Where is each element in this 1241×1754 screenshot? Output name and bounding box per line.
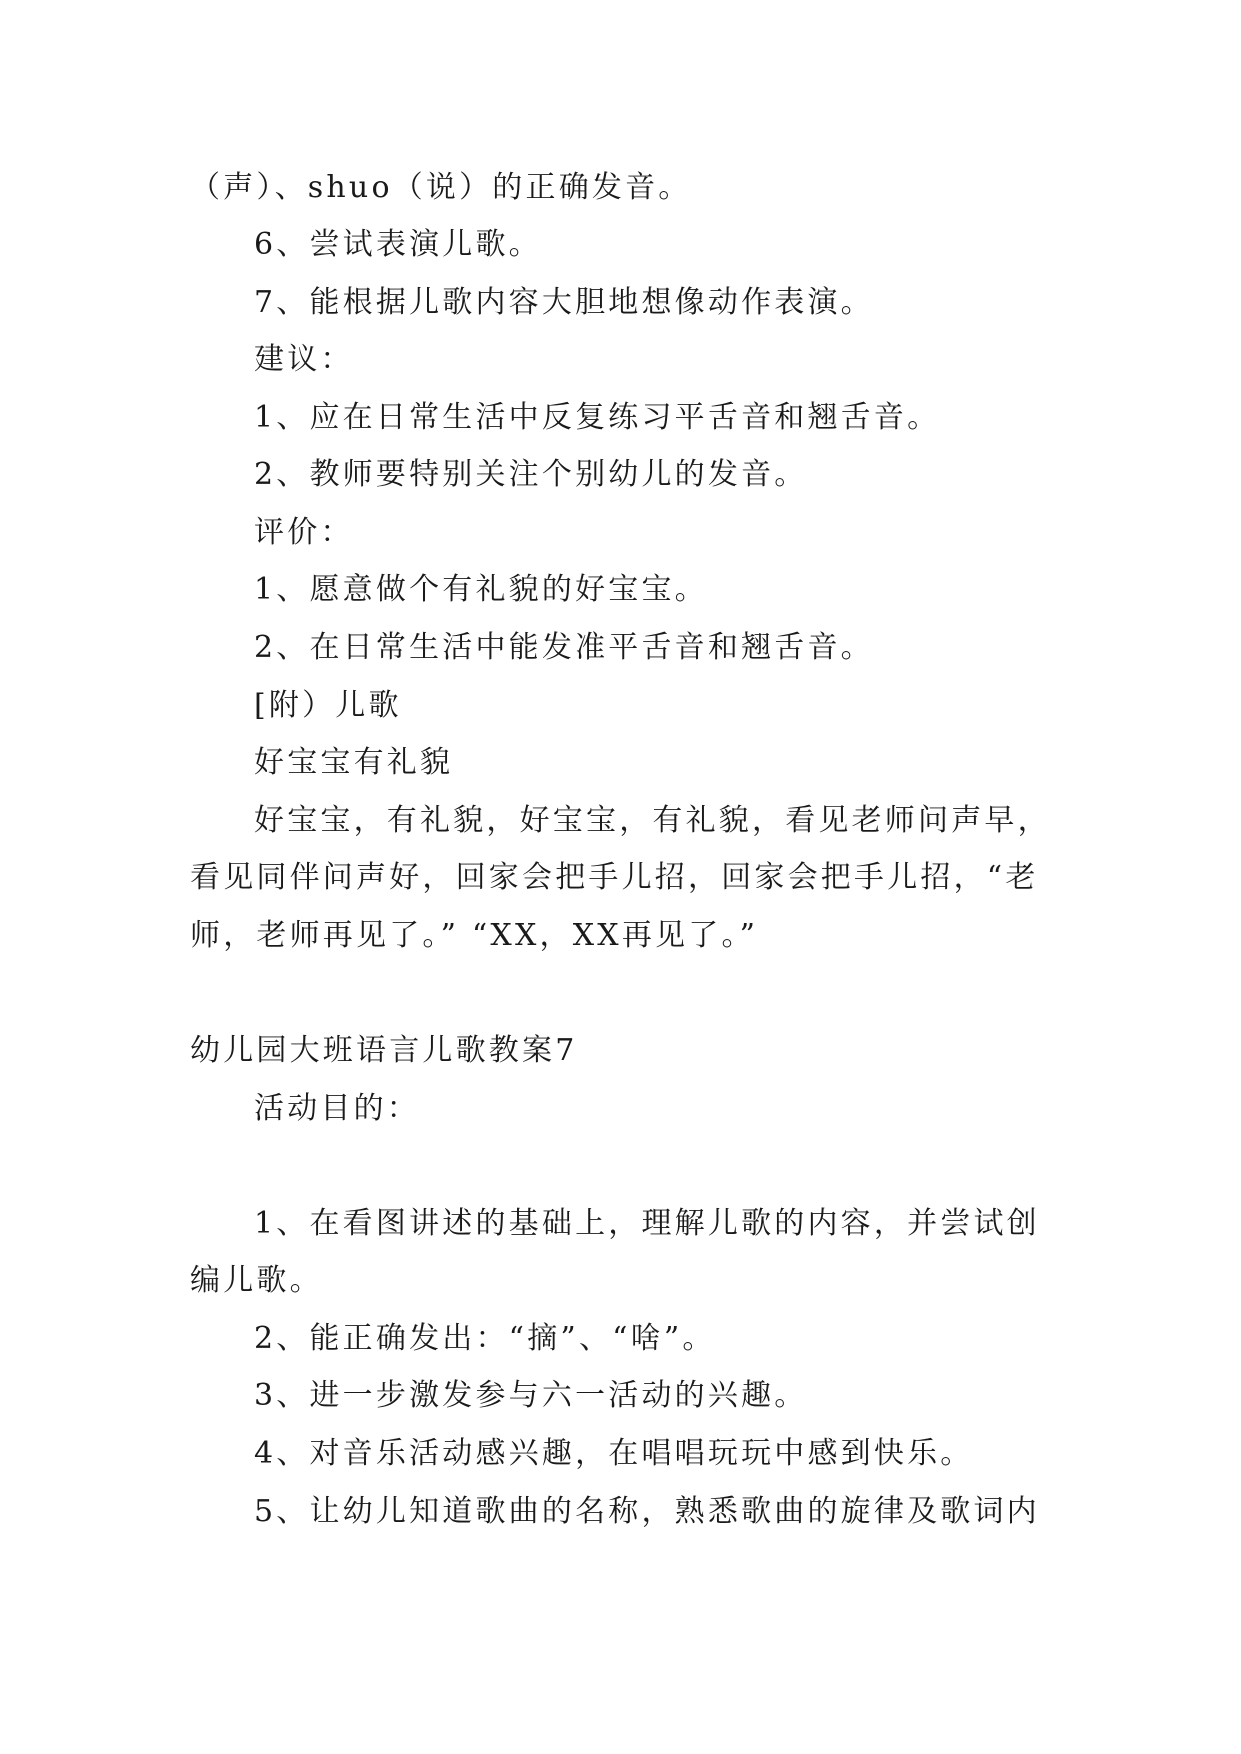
text-line-3: 7、能根据儿歌内容大胆地想像动作表演。 <box>254 285 874 320</box>
song-lyrics-line-2: 看见同伴问声好，回家会把手儿招，回家会把手儿招，“老 <box>190 860 1039 895</box>
song-lyrics-line-3: 师，老师再见了。” “XX，XX再见了。” <box>190 918 759 953</box>
text-line-5: 1、应在日常生活中反复练习平舌音和翘舌音。 <box>254 400 941 435</box>
text-line-1: （声）、shuo（说）的正确发音。 <box>190 170 692 205</box>
text-line-2: 6、尝试表演儿歌。 <box>254 227 542 262</box>
text-line-8: 1、愿意做个有礼貌的好宝宝。 <box>254 572 708 607</box>
text-line-6: 2、教师要特别关注个别幼儿的发音。 <box>254 457 808 492</box>
objective-4: 4、对音乐活动感兴趣，在唱唱玩玩中感到快乐。 <box>254 1436 974 1471</box>
section-heading-objectives: 活动目的： <box>254 1091 420 1126</box>
objective-3: 3、进一步激发参与六一活动的兴趣。 <box>254 1378 808 1413</box>
lesson-title: 幼儿园大班语言儿歌教案7 <box>190 1033 578 1068</box>
objective-5: 5、让幼儿知道歌曲的名称，熟悉歌曲的旋律及歌词内 <box>254 1494 1040 1529</box>
objective-1-line-1: 1、在看图讲述的基础上，理解儿歌的内容，并尝试创 <box>254 1206 1040 1241</box>
song-lyrics-line-1: 好宝宝，有礼貌，好宝宝，有礼貌，看见老师问声早， <box>254 803 1051 838</box>
section-heading-suggestions: 建议： <box>254 342 354 377</box>
objective-1-line-2: 编儿歌。 <box>190 1263 323 1298</box>
song-title: 好宝宝有礼貌 <box>254 745 454 780</box>
appendix-heading: [附）儿歌 <box>254 688 402 723</box>
objective-2: 2、能正确发出：“摘”、“啥”。 <box>254 1321 716 1356</box>
text-line-9: 2、在日常生活中能发准平舌音和翘舌音。 <box>254 630 874 665</box>
section-heading-evaluation: 评价： <box>254 515 354 550</box>
